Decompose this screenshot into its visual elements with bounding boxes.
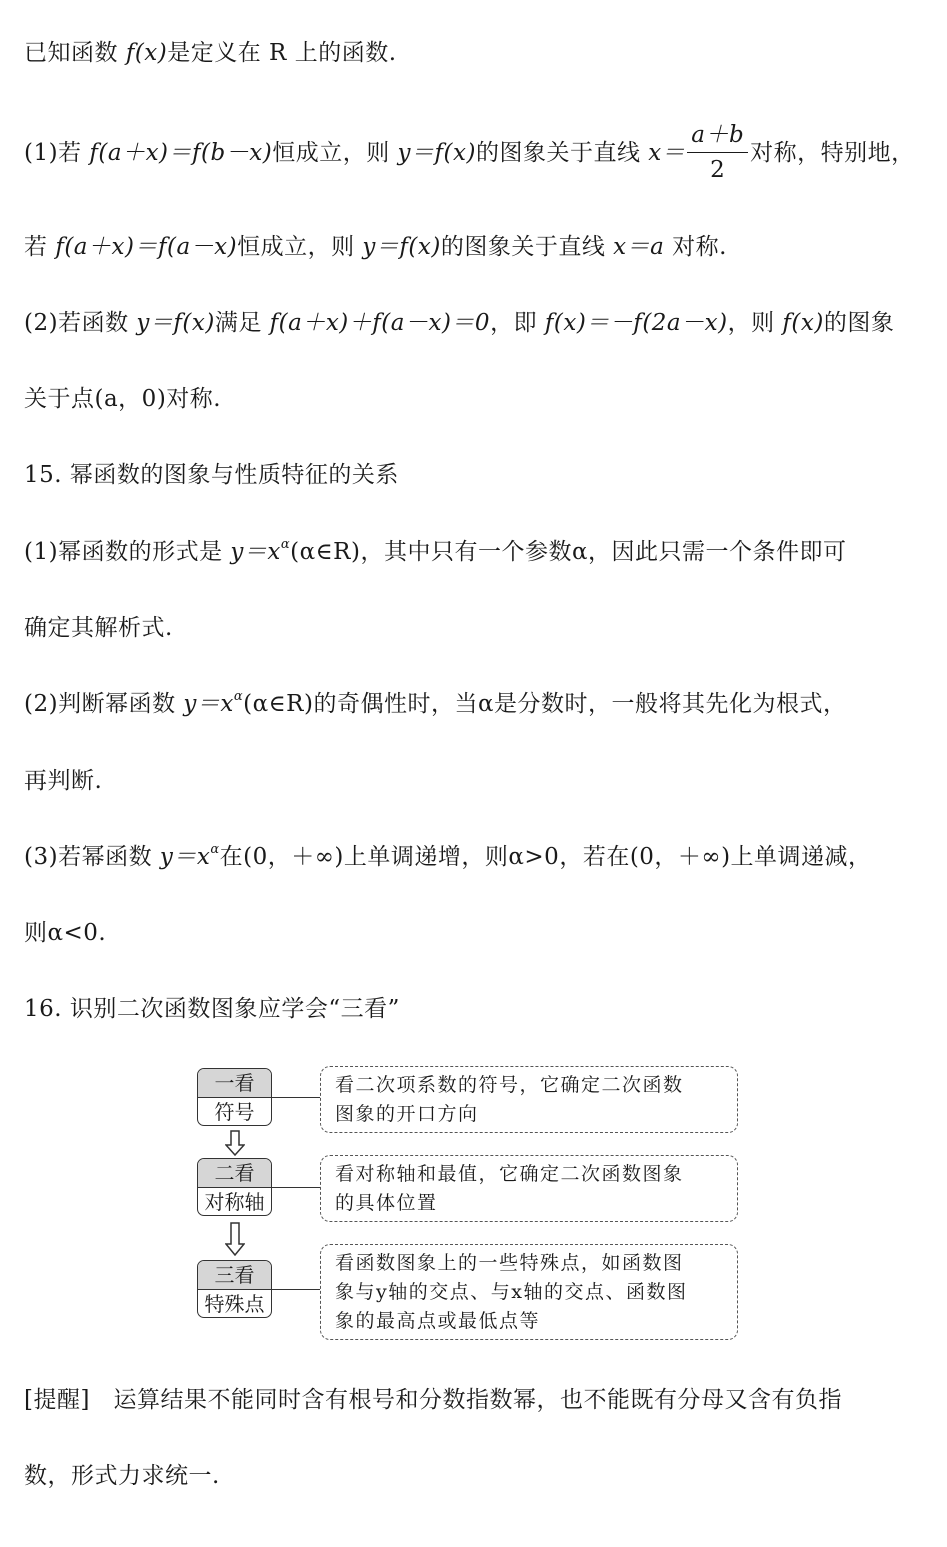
sec15-p2-y: y＝x xyxy=(183,691,234,717)
desc-1-line-2: 图象的开口方向 xyxy=(335,1103,479,1125)
sec15-p2-line2: 再判断. xyxy=(24,768,103,794)
item1-l2-c: 的图象关于直线 xyxy=(440,234,614,260)
sec15-p2 xyxy=(24,689,847,719)
desc-3-line-3: 象的最高点或最低点等 xyxy=(335,1310,541,1332)
sec15-p3-sup: α xyxy=(210,842,220,857)
sec15-p3-b: 在(0，＋∞)上单调递增，则α>0，若在(0，＋∞)上单调递减， xyxy=(219,844,872,870)
sec15-p1-y: y＝x xyxy=(230,539,281,565)
sec15-p3-y: y＝x xyxy=(159,844,211,870)
reminder-line-1: [提醒] 运算结果不能同时含有根号和分数指数幂，也不能既有分母又含有负指 xyxy=(24,1387,842,1413)
stage-3-top: 三看 xyxy=(198,1261,271,1290)
sec15-p3-line2: 则α<0. xyxy=(24,920,107,946)
item1-l2-eq: f(a＋x)＝f(a－x) xyxy=(55,234,238,260)
sec15-p1-a: (1)幂函数的形式是 xyxy=(24,539,231,565)
item2-text-b: 满足 xyxy=(214,310,270,336)
item1-text-a: (1)若 xyxy=(24,140,90,166)
reminder-line-2: 数，形式力求统一. xyxy=(24,1463,220,1489)
desc-2-line-2: 的具体位置 xyxy=(335,1192,438,1214)
item1-l2-xa: x＝a xyxy=(613,234,665,260)
sec15-p2-sup: α xyxy=(233,689,244,704)
desc-2-line-1: 看对称轴和最值，它确定二次函数图象 xyxy=(335,1163,684,1185)
item2-text-a: (2)若函数 xyxy=(24,310,137,336)
stage-box-2 xyxy=(197,1158,272,1216)
sec15-p1-sup: α xyxy=(280,537,291,552)
desc-box-2 xyxy=(320,1155,738,1222)
stage-box-1 xyxy=(197,1068,272,1126)
item1-l2-a: 若 xyxy=(24,234,56,260)
section-16-title: 16. 识别二次函数图象应学会“三看” xyxy=(24,996,400,1022)
item2-eq2: f(x)＝－f(2a－x) xyxy=(544,310,728,336)
item1-text-b: 恒成立，则 xyxy=(272,140,398,166)
item2-text-d: ，则 xyxy=(727,310,783,336)
item2-fx: f(x) xyxy=(782,310,824,336)
item1-text-d: 对称，特别地， xyxy=(750,140,915,166)
connector-3 xyxy=(272,1289,320,1290)
fraction-denominator: 2 xyxy=(710,156,726,183)
intro-line xyxy=(24,38,397,68)
stage-box-3 xyxy=(197,1260,272,1318)
stage-2-top: 二看 xyxy=(198,1159,271,1188)
item2-line1 xyxy=(24,308,894,338)
connector-1 xyxy=(272,1097,320,1098)
down-arrow-icon xyxy=(225,1130,245,1156)
desc-3-line-1: 看函数图象上的一些特殊点，如函数图 xyxy=(335,1252,684,1274)
connector-2 xyxy=(272,1187,320,1188)
desc-box-1 xyxy=(320,1066,738,1133)
item1-l2-b: 恒成立，则 xyxy=(237,234,363,260)
item2-line2: 关于点(a，0)对称. xyxy=(24,386,222,412)
item1-l2-y: y＝f(x) xyxy=(362,234,441,260)
intro-fx: f(x) xyxy=(125,40,168,66)
item1-text-c: 的图象关于直线 xyxy=(475,140,649,166)
stage-1-bottom: 符号 xyxy=(214,1100,255,1124)
item1-l2-d: 对称. xyxy=(664,234,727,260)
desc-3-line-2: 象与y轴的交点、与x轴的交点、函数图 xyxy=(335,1281,688,1303)
stage-2-bottom: 对称轴 xyxy=(204,1190,265,1214)
intro-text-end: 是定义在 R 上的函数. xyxy=(167,40,397,66)
item2-text-e: 的图象 xyxy=(823,310,895,336)
sec15-p1-b: (α∈R)，其中只有一个参数α，因此只需一个条件即可 xyxy=(290,539,847,565)
item2-eq: f(a＋x)＋f(a－x)＝0 xyxy=(269,310,491,336)
fraction xyxy=(687,118,748,187)
desc-box-3 xyxy=(320,1244,738,1340)
sec15-p1 xyxy=(24,537,847,567)
section-15-title: 15. 幂函数的图象与性质特征的关系 xyxy=(24,462,399,488)
intro-text: 已知函数 xyxy=(24,40,126,66)
desc-1-line-1: 看二次项系数的符号，它确定二次函数 xyxy=(335,1074,684,1096)
sec15-p1-line2: 确定其解析式. xyxy=(24,615,173,641)
sec15-p3 xyxy=(24,842,872,872)
sec15-p3-a: (3)若幂函数 xyxy=(24,844,160,870)
sec15-p2-b: (α∈R)的奇偶性时，当α是分数时，一般将其先化为根式， xyxy=(243,691,847,717)
down-arrow-icon xyxy=(225,1222,245,1256)
item2-text-c: ，即 xyxy=(490,310,545,336)
item2-y: y＝f(x) xyxy=(136,310,215,336)
stage-3-bottom: 特殊点 xyxy=(204,1292,265,1316)
item1-eq: f(a＋x)＝f(b－x) xyxy=(89,140,273,166)
stage-1-top: 一看 xyxy=(198,1069,271,1098)
sec15-p2-a: (2)判断幂函数 xyxy=(24,691,184,717)
item1-xeq: x＝ xyxy=(648,140,686,166)
fraction-numerator: a＋b xyxy=(687,118,748,153)
item1-y: y＝f(x) xyxy=(397,140,476,166)
item1-line1 xyxy=(24,118,915,189)
item1-line2 xyxy=(24,232,727,262)
